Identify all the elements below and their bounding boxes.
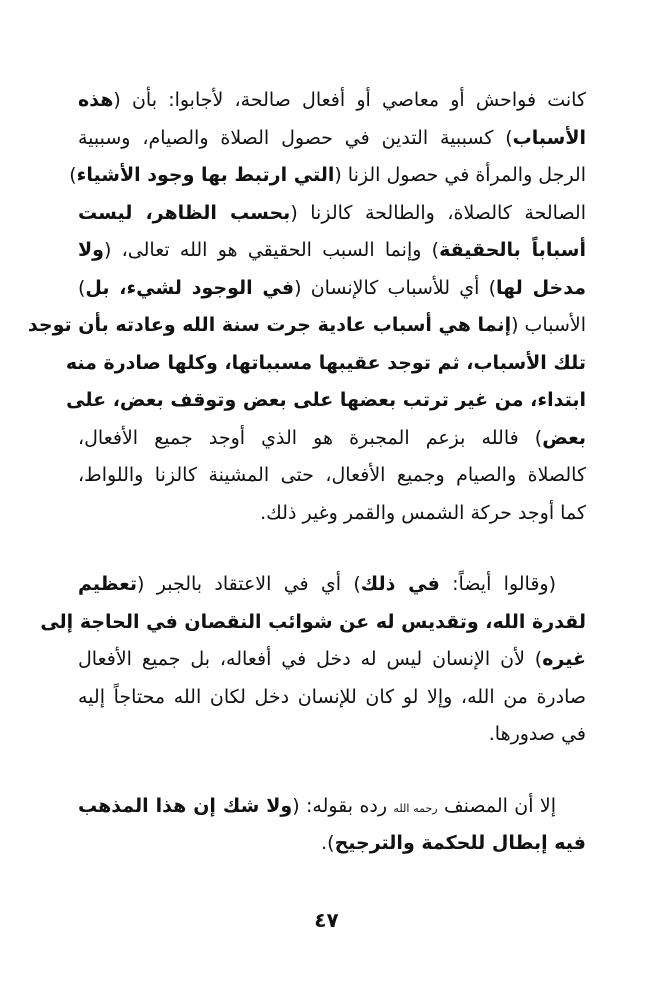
text-line (78, 457, 586, 495)
text-line (78, 82, 586, 120)
paragraph (40, 566, 586, 754)
commentary-text: كما أوجد حركة الشمس والقمر وغير ذلك. (260, 501, 586, 524)
commentary-text: ). (321, 832, 335, 854)
text-line (78, 566, 586, 604)
commentary-text: رده بقوله: ( (292, 794, 394, 817)
bold-matn-text: فيه إبطال للحكمة والترجيح (334, 832, 586, 854)
bold-matn-text: بعض (542, 426, 586, 449)
commentary-text: ) (78, 276, 86, 299)
bold-matn-text: غيره (542, 648, 586, 670)
commentary-text: (وقالوا أيضاً: (439, 573, 557, 595)
commentary-text: الصالحة كالصلاة، والطالحة كالزنا ( (290, 201, 586, 224)
paragraph-gap (78, 754, 586, 788)
text-line (78, 641, 586, 679)
commentary-text: الرجل والمرأة في حصول الزنا ( (334, 164, 586, 186)
bold-matn-text: في ذلك (360, 573, 440, 595)
bold-matn-text: أسباباً بالحقيقة (439, 239, 586, 261)
commentary-text: الأسباب ( (511, 314, 586, 336)
bold-matn-text: ابتداء، من غير ترتب بعضها على بعض وتوقف بعض، على (66, 389, 586, 411)
text-line (66, 382, 586, 420)
page-body (27, 82, 586, 863)
text-line (78, 825, 586, 863)
text-line (78, 232, 586, 270)
bold-matn-text: تلك الأسباب، ثم توجد عقيبها مسبباتها، وكلها صادرة منه (65, 351, 586, 374)
bold-matn-text: ولا (78, 239, 104, 261)
commentary-text: ) لأن الإنسان ليس له دخل في أفعاله، بل جميع الأفعال (78, 648, 543, 670)
bold-matn-text: تعظيم (78, 573, 138, 595)
text-line (78, 679, 586, 717)
honorific: رحمه الله (393, 801, 438, 815)
text-line (69, 157, 586, 195)
text-line (27, 307, 586, 345)
paragraph (78, 788, 586, 863)
bold-matn-text: إنما هي أسباب عادية جرت سنة الله وعادته بأن توجد (27, 314, 512, 336)
bold-matn-text: ولا شك إن هذا المذهب (78, 794, 293, 817)
text-line (78, 716, 586, 754)
text-line (78, 788, 586, 826)
bold-matn-text: الأسباب (512, 126, 586, 149)
commentary-text: إلا أن المصنف (437, 794, 556, 817)
commentary-text: صادرة من الله، وإلا لو كان للإنسان دخل لكان الله محتاجاً إليه (78, 685, 586, 708)
text-line (78, 495, 586, 533)
commentary-text: كانت فواحش أو معاصي أو أفعال صالحة، لأجابوا: بأن ( (113, 89, 586, 111)
paragraph-gap (78, 532, 586, 566)
paragraph (27, 82, 586, 532)
commentary-text: ) فالله بزعم المجبرة هو الذي أوجد جميع الأفعال، (78, 426, 543, 449)
text-line (78, 120, 586, 158)
text-line (78, 270, 586, 308)
commentary-text: ) وإنما السبب الحقيقي هو الله تعالى، ( (103, 239, 440, 261)
text-line (78, 195, 586, 233)
commentary-text: كالصلاة والصيام وجميع الأفعال، حتى المشينة كالزنا واللواط، (78, 464, 586, 486)
text-line (40, 604, 586, 642)
bold-matn-text: لقدرة الله، وتقديس له عن شوائب النقصان في الحاجة إلى (40, 610, 586, 633)
bold-matn-text: بحسب الظاهر، ليست (78, 201, 291, 224)
bold-matn-text: في الوجود لشيء، بل (85, 276, 295, 299)
commentary-text: ) أي في الاعتقاد بالجبر ( (137, 573, 361, 595)
bold-matn-text: هذه (78, 89, 114, 111)
text-line (78, 420, 586, 458)
commentary-text: ) أي للأسباب كالإنسان ( (294, 276, 496, 299)
commentary-text: في صدورها. (488, 723, 586, 745)
bold-matn-text: مدخل لها (496, 276, 586, 299)
page-number: ٤٧ (314, 908, 339, 932)
commentary-text: ) كسببية التدين في حصول الصلاة والصيام، وسببية (78, 126, 513, 149)
bold-matn-text: التي ارتبط بها وجود الأشياء (76, 164, 335, 186)
commentary-text: ) (69, 164, 77, 186)
text-line (65, 345, 586, 383)
